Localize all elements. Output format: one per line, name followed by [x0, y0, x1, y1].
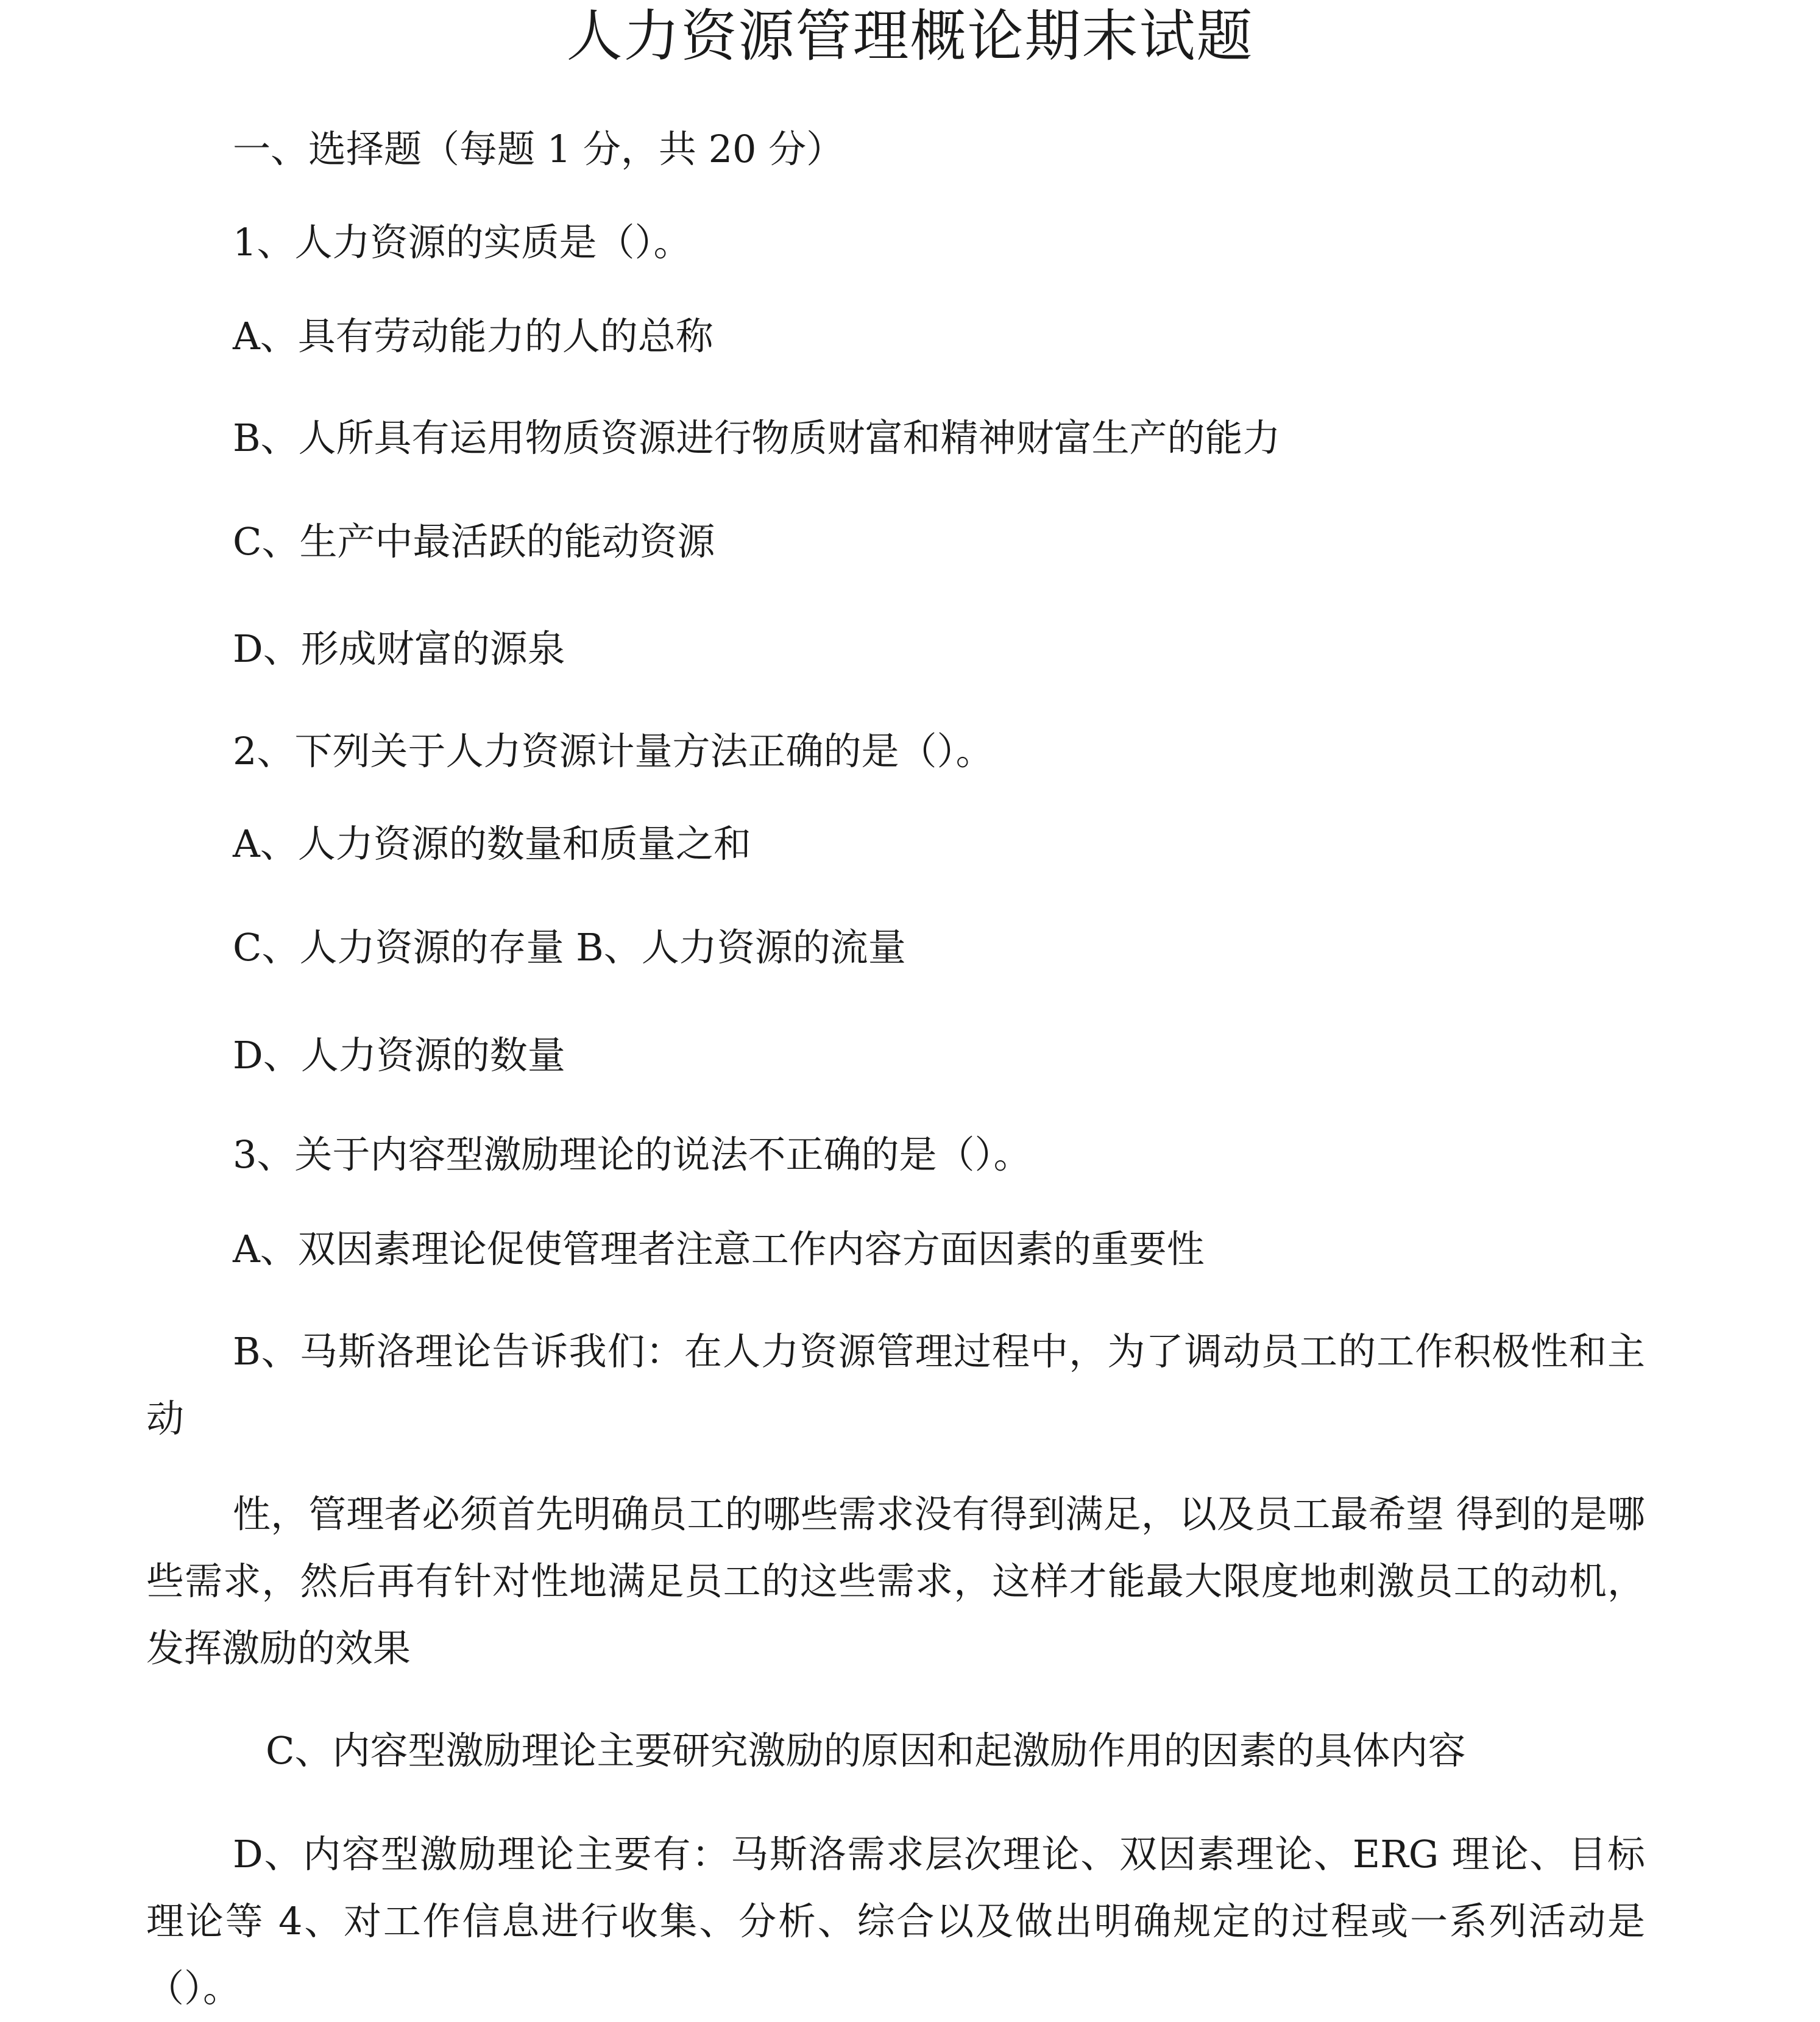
question-3-option-d-and-question-4: D、内容型激励理论主要有：马斯洛需求层次理论、双因素理论、ERG 理论、目标理论等 4、对工作信息进行收集、分析、综合以及做出明确规定的过程或一系列活动是（）。 [146, 1832, 1645, 2010]
question-1-option-c: C、生产中最活跃的能动资源 [233, 519, 715, 564]
question-1-option-a: A、具有劳动能力的人的总称 [233, 314, 713, 358]
question-2-option-d: D、人力资源的数量 [233, 1033, 565, 1077]
question-3-option-a: A、双因素理论促使管理者注意工作内容方面因素的重要性 [233, 1227, 1205, 1271]
question-3-option-b-part-2: 性，管理者必须首先明确员工的哪些需求没有得到满足，以及员工最希望 得到的是哪些需求，然后再有针对性地满足员工的这些需求，这样才能最大限度地刺激员工的动机，发挥激励的效果 [146, 1492, 1645, 1670]
question-1-option-b: B、人所具有运用物质资源进行物质财富和精神财富生产的能力 [233, 416, 1281, 460]
question-3-option-c: C、内容型激励理论主要研究激励的原因和起激励作用的因素的具体内容 [266, 1728, 1466, 1773]
question-1-option-d: D、形成财富的源泉 [233, 626, 565, 671]
question-3-option-b-part-1: B、马斯洛理论告诉我们：在人力资源管理过程中，为了调动员工的工作积极性和主动 [146, 1329, 1645, 1441]
question-2-option-a: A、人力资源的数量和质量之和 [233, 821, 751, 866]
question-3-stem: 3、关于内容型激励理论的说法不正确的是（）。 [233, 1132, 1032, 1177]
page-title: 人力资源管理概论期末试题 [566, 4, 1254, 69]
question-2-option-c-b: C、人力资源的存量 B、人力资源的流量 [233, 925, 906, 970]
question-1-stem: 1、人力资源的实质是（）。 [233, 220, 692, 264]
section-heading: 一、选择题（每题 1 分，共 20 分） [233, 127, 844, 171]
question-2-stem: 2、下列关于人力资源计量方法正确的是（）。 [233, 729, 994, 773]
